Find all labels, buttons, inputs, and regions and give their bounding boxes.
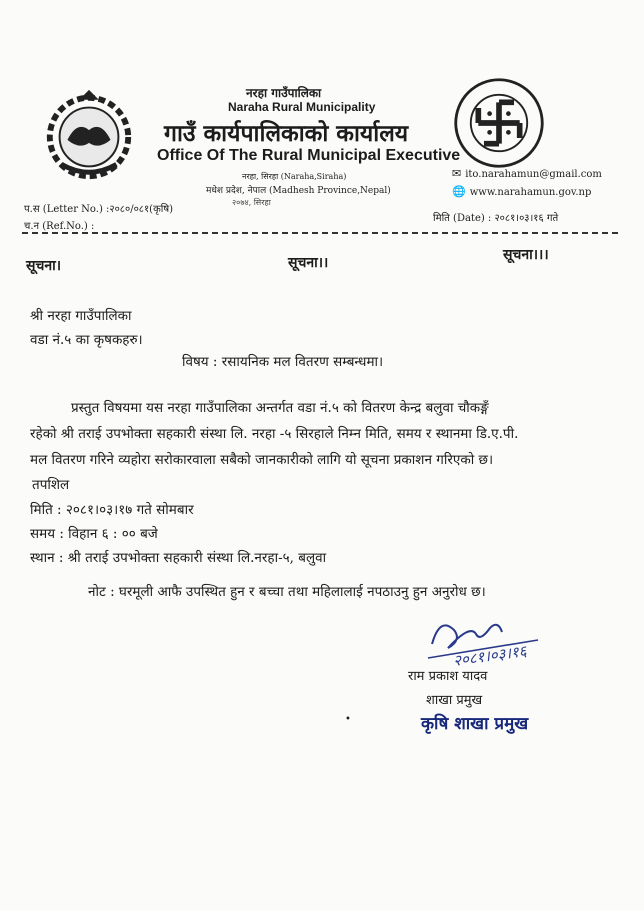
municipality-seal-icon: [452, 76, 546, 170]
details-date: मिति : २०८१।०३।१७ गते सोमबार: [30, 502, 194, 518]
letter-number: प.स (Letter No.) :२०८०/०८१(कृषि): [24, 204, 174, 215]
address-line-1: नरहा, सिरहा (Naraha,Siraha): [242, 172, 347, 181]
contact-website: [452, 185, 591, 198]
envelope-icon: ✉: [452, 167, 462, 180]
website-text: www.narahamun.gov.np: [469, 187, 592, 198]
reference-number: च.न (Ref.No.) :: [24, 221, 95, 232]
nepal-emblem-icon: [40, 86, 138, 184]
office-title-en: Office Of The Rural Municipal Executive: [157, 147, 461, 164]
notice-label-3: सूचना।।।: [503, 247, 549, 263]
address-line-3: २०७४, सिरहा: [232, 198, 271, 207]
contact-email: [452, 167, 602, 180]
ink-dot: •: [345, 714, 351, 725]
office-title-np: गाउँ कार्यपालिकाको कार्यालय: [164, 120, 409, 147]
details-time: समय : विहान ६ : ०० बजे: [30, 526, 158, 542]
handwritten-date: २०८१।०३।१६: [452, 641, 528, 670]
notice-label-1: सूचना।: [26, 258, 62, 274]
details-place: स्थान : श्री तराई उपभोक्ता सहकारी संस्था लि.नरहा-५, बलुवा: [30, 550, 327, 566]
letter-date: मिति (Date) : २०८१।०३।१६ गते: [433, 213, 559, 224]
municipality-name-np: नरहा गाउँपालिका: [246, 86, 322, 100]
email-text: ito.narahamun@gmail.com: [465, 169, 602, 180]
signatory-name: राम प्रकाश यादव: [408, 669, 488, 684]
body-line-2: रहेको श्री तराई उपभोक्ता सहकारी संस्था लि. नरहा -५ सिरहाले निम्न मिति, समय र स्थानमा डि.ए.पी.: [30, 426, 519, 442]
address-line-2: मधेश प्रदेश, नेपाल (Madhesh Province,Nepal): [206, 186, 391, 196]
recipient-line-2: वडा नं.५ का कृषकहरु।: [30, 332, 143, 348]
header-divider: [22, 232, 618, 234]
municipality-name-en: Naraha Rural Municipality: [228, 100, 376, 114]
handwritten-signature: [418, 610, 588, 672]
body-line-1: प्रस्तुत विषयमा यस नरहा गाउँपालिका अन्तर्गत वडा नं.५ को वितरण केन्द्र बलुवा चौकङ्गँ: [71, 400, 489, 416]
body-line-3: मल वितरण गरिने व्यहोरा सरोकारवाला सबैको जानकारीको लागि यो सूचना प्रकाशन गरिएको छ।: [30, 452, 494, 468]
globe-icon: 🌐: [452, 185, 466, 198]
recipient-line-1: श्री नरहा गाउँपालिका: [30, 308, 132, 324]
subject-line: विषय : रसायनिक मल वितरण सम्बन्धमा।: [182, 354, 384, 370]
details-heading: तपशिल: [32, 477, 70, 493]
signatory-title: शाखा प्रमुख: [426, 693, 483, 708]
designation-stamp: कृषि शाखा प्रमुख: [421, 714, 529, 734]
notice-label-2: सूचना।।: [288, 255, 329, 271]
note-line: नोट : घरमूली आफै उपस्थित हुन र बच्चा तथा महिलालाई नपठाउनु हुन अनुरोध छ।: [88, 584, 486, 600]
